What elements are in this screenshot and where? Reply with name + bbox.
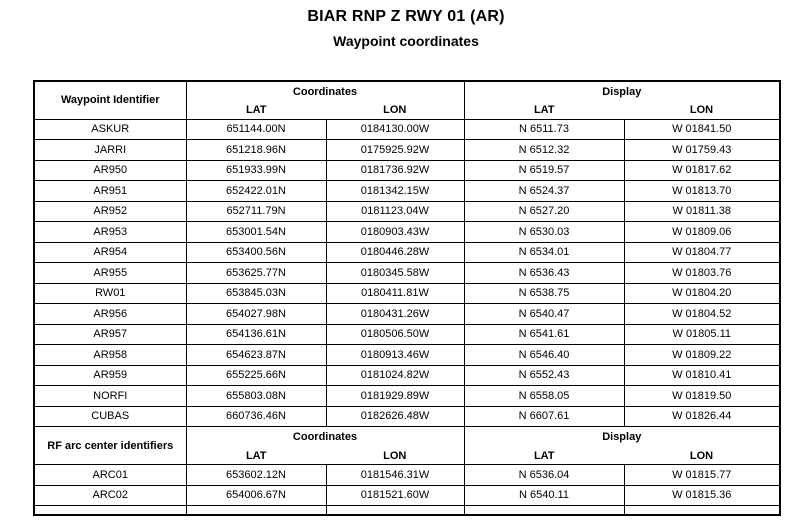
rf-coordinates-group-header: Coordinates xyxy=(186,427,464,448)
coord-lon-cell: 0180431.26W xyxy=(326,304,464,325)
table-row xyxy=(34,324,780,345)
display-lat-cell: N 6527.20 xyxy=(464,201,624,222)
document-header xyxy=(0,0,812,49)
display-lon-cell: W 01759.43 xyxy=(624,140,780,161)
coord-lon-cell: 0175925.92W xyxy=(326,140,464,161)
display-lon-cell: W 01805.11 xyxy=(624,324,780,345)
table-row xyxy=(34,365,780,386)
coord-lon-cell: 0181546.31W xyxy=(326,465,464,486)
waypoint-id-cell: AR952 xyxy=(34,201,186,222)
display-lon-cell: W 01817.62 xyxy=(624,160,780,181)
rf-arc-center-identifiers-header: RF arc center identifiers xyxy=(34,427,186,465)
display-lon-cell: W 01804.77 xyxy=(624,242,780,263)
coord-lon-cell: 0182626.48W xyxy=(326,406,464,427)
display-lon-cell: W 01841.50 xyxy=(624,119,780,140)
page-title: BIAR RNP Z RWY 01 (AR) xyxy=(307,8,505,25)
display-lon-cell: W 01811.38 xyxy=(624,201,780,222)
coord-lat-cell: 654623.87N xyxy=(186,345,326,366)
table-row xyxy=(34,485,780,506)
rf-header-group-row xyxy=(34,427,780,448)
coord-lat-cell: 651218.96N xyxy=(186,140,326,161)
coord-lon-cell: 0181342.15W xyxy=(326,181,464,202)
coord-lon-cell: 0184130.00W xyxy=(326,119,464,140)
table-row xyxy=(34,465,780,486)
display-lat-cell: N 6540.47 xyxy=(464,304,624,325)
coord-lat-cell: 653625.77N xyxy=(186,263,326,284)
display-lon-cell: W 01815.77 xyxy=(624,465,780,486)
waypoint-rows xyxy=(34,119,780,427)
display-lat-cell: N 6607.61 xyxy=(464,406,624,427)
table-header xyxy=(34,81,780,119)
waypoint-id-cell: NORFI xyxy=(34,386,186,407)
table-row xyxy=(34,140,780,161)
header-group-row xyxy=(34,81,780,102)
rf-arc-rows xyxy=(34,465,780,506)
display-lat-cell: N 6524.37 xyxy=(464,181,624,202)
coord-lon-cell: 0180506.50W xyxy=(326,324,464,345)
table-row xyxy=(34,181,780,202)
display-lat-cell: N 6511.73 xyxy=(464,119,624,140)
coord-lat-cell: 651933.99N xyxy=(186,160,326,181)
coord-lat-cell: 652422.01N xyxy=(186,181,326,202)
waypoint-identifier-header: Waypoint Identifier xyxy=(34,81,186,119)
display-lon-cell: W 01815.36 xyxy=(624,485,780,506)
display-lon-cell: W 01819.50 xyxy=(624,386,780,407)
coord-lon-cell: 0180903.43W xyxy=(326,222,464,243)
coord-lon-cell: 0180913.46W xyxy=(326,345,464,366)
coordinates-group-header: Coordinates xyxy=(186,81,464,102)
coord-lat-cell: 655225.66N xyxy=(186,365,326,386)
coord-lon-header: LON xyxy=(326,102,464,119)
arc-id-cell: ARC02 xyxy=(34,485,186,506)
coord-lat-cell: 652711.79N xyxy=(186,201,326,222)
partial-cell xyxy=(34,506,186,515)
waypoint-id-cell: AR954 xyxy=(34,242,186,263)
clipped-next-row xyxy=(34,506,780,515)
display-lon-cell: W 01813.70 xyxy=(624,181,780,202)
partial-cell xyxy=(464,506,624,515)
display-lon-cell: W 01803.76 xyxy=(624,263,780,284)
coord-lat-cell: 653001.54N xyxy=(186,222,326,243)
waypoint-id-cell: AR951 xyxy=(34,181,186,202)
display-lat-cell: N 6538.75 xyxy=(464,283,624,304)
partial-cell xyxy=(186,506,326,515)
display-lon-header: LON xyxy=(624,102,780,119)
table-row xyxy=(34,304,780,325)
page-subtitle: Waypoint coordinates xyxy=(333,33,479,49)
rf-display-lon-header: LON xyxy=(624,448,780,465)
coord-lat-cell: 651144.00N xyxy=(186,119,326,140)
rf-coord-lat-header: LAT xyxy=(186,448,326,465)
waypoint-id-cell: CUBAS xyxy=(34,406,186,427)
rf-display-group-header: Display xyxy=(602,431,642,444)
waypoint-id-cell: AR956 xyxy=(34,304,186,325)
waypoint-id-cell: AR957 xyxy=(34,324,186,345)
waypoint-id-cell: AR959 xyxy=(34,365,186,386)
waypoint-id-cell: ASKUR xyxy=(34,119,186,140)
partial-cell xyxy=(624,506,780,515)
table-row xyxy=(34,345,780,366)
display-group-header: Display xyxy=(602,86,642,98)
waypoint-id-cell: RW01 xyxy=(34,283,186,304)
coord-lon-cell: 0181929.89W xyxy=(326,386,464,407)
table-row xyxy=(34,160,780,181)
table-row xyxy=(34,222,780,243)
display-lon-cell: W 01804.20 xyxy=(624,283,780,304)
display-lat-cell: N 6512.32 xyxy=(464,140,624,161)
rf-display-lat-header: LAT xyxy=(464,448,624,465)
display-lat-header: LAT xyxy=(464,102,624,119)
coord-lat-cell: 660736.46N xyxy=(186,406,326,427)
display-lat-cell: N 6536.04 xyxy=(464,465,624,486)
waypoint-id-cell: JARRI xyxy=(34,140,186,161)
coord-lon-cell: 0181123.04W xyxy=(326,201,464,222)
display-lat-cell: N 6536.43 xyxy=(464,263,624,284)
table-row xyxy=(34,283,780,304)
display-lat-cell: N 6552.43 xyxy=(464,365,624,386)
table-row xyxy=(34,119,780,140)
coord-lat-cell: 653602.12N xyxy=(186,465,326,486)
table-row xyxy=(34,386,780,407)
coord-lat-cell: 654136.61N xyxy=(186,324,326,345)
coord-lon-cell: 0181024.82W xyxy=(326,365,464,386)
coord-lat-cell: 653400.56N xyxy=(186,242,326,263)
coord-lon-cell: 0180411.81W xyxy=(326,283,464,304)
coord-lat-cell: 654027.98N xyxy=(186,304,326,325)
display-lat-cell: N 6540.11 xyxy=(464,485,624,506)
coord-lat-cell: 653845.03N xyxy=(186,283,326,304)
rf-coord-lon-header: LON xyxy=(326,448,464,465)
table-row xyxy=(34,263,780,284)
display-lat-cell: N 6530.03 xyxy=(464,222,624,243)
display-lon-cell: W 01809.22 xyxy=(624,345,780,366)
waypoint-id-cell: AR955 xyxy=(34,263,186,284)
table-row xyxy=(34,201,780,222)
rf-arc-header-section xyxy=(34,427,780,465)
coord-lon-cell: 0181736.92W xyxy=(326,160,464,181)
display-lon-cell: W 01810.41 xyxy=(624,365,780,386)
waypoint-coordinates-table xyxy=(33,80,781,516)
partial-cell xyxy=(326,506,464,515)
waypoint-id-cell: AR958 xyxy=(34,345,186,366)
coord-lat-cell: 655803.08N xyxy=(186,386,326,407)
arc-id-cell: ARC01 xyxy=(34,465,186,486)
waypoint-id-cell: AR953 xyxy=(34,222,186,243)
partial-row xyxy=(34,506,780,515)
coord-lon-cell: 0180345.58W xyxy=(326,263,464,284)
display-lon-cell: W 01826.44 xyxy=(624,406,780,427)
display-lat-cell: N 6558.05 xyxy=(464,386,624,407)
display-lat-cell: N 6541.61 xyxy=(464,324,624,345)
waypoint-id-cell: AR950 xyxy=(34,160,186,181)
display-lat-cell: N 6519.57 xyxy=(464,160,624,181)
display-lon-cell: W 01804.52 xyxy=(624,304,780,325)
coord-lat-header: LAT xyxy=(186,102,326,119)
coord-lon-cell: 0181521.60W xyxy=(326,485,464,506)
display-lat-cell: N 6546.40 xyxy=(464,345,624,366)
table-row xyxy=(34,242,780,263)
coord-lon-cell: 0180446.28W xyxy=(326,242,464,263)
coord-lat-cell: 654006.67N xyxy=(186,485,326,506)
table-row xyxy=(34,406,780,427)
display-lat-cell: N 6534.01 xyxy=(464,242,624,263)
display-lon-cell: W 01809.06 xyxy=(624,222,780,243)
